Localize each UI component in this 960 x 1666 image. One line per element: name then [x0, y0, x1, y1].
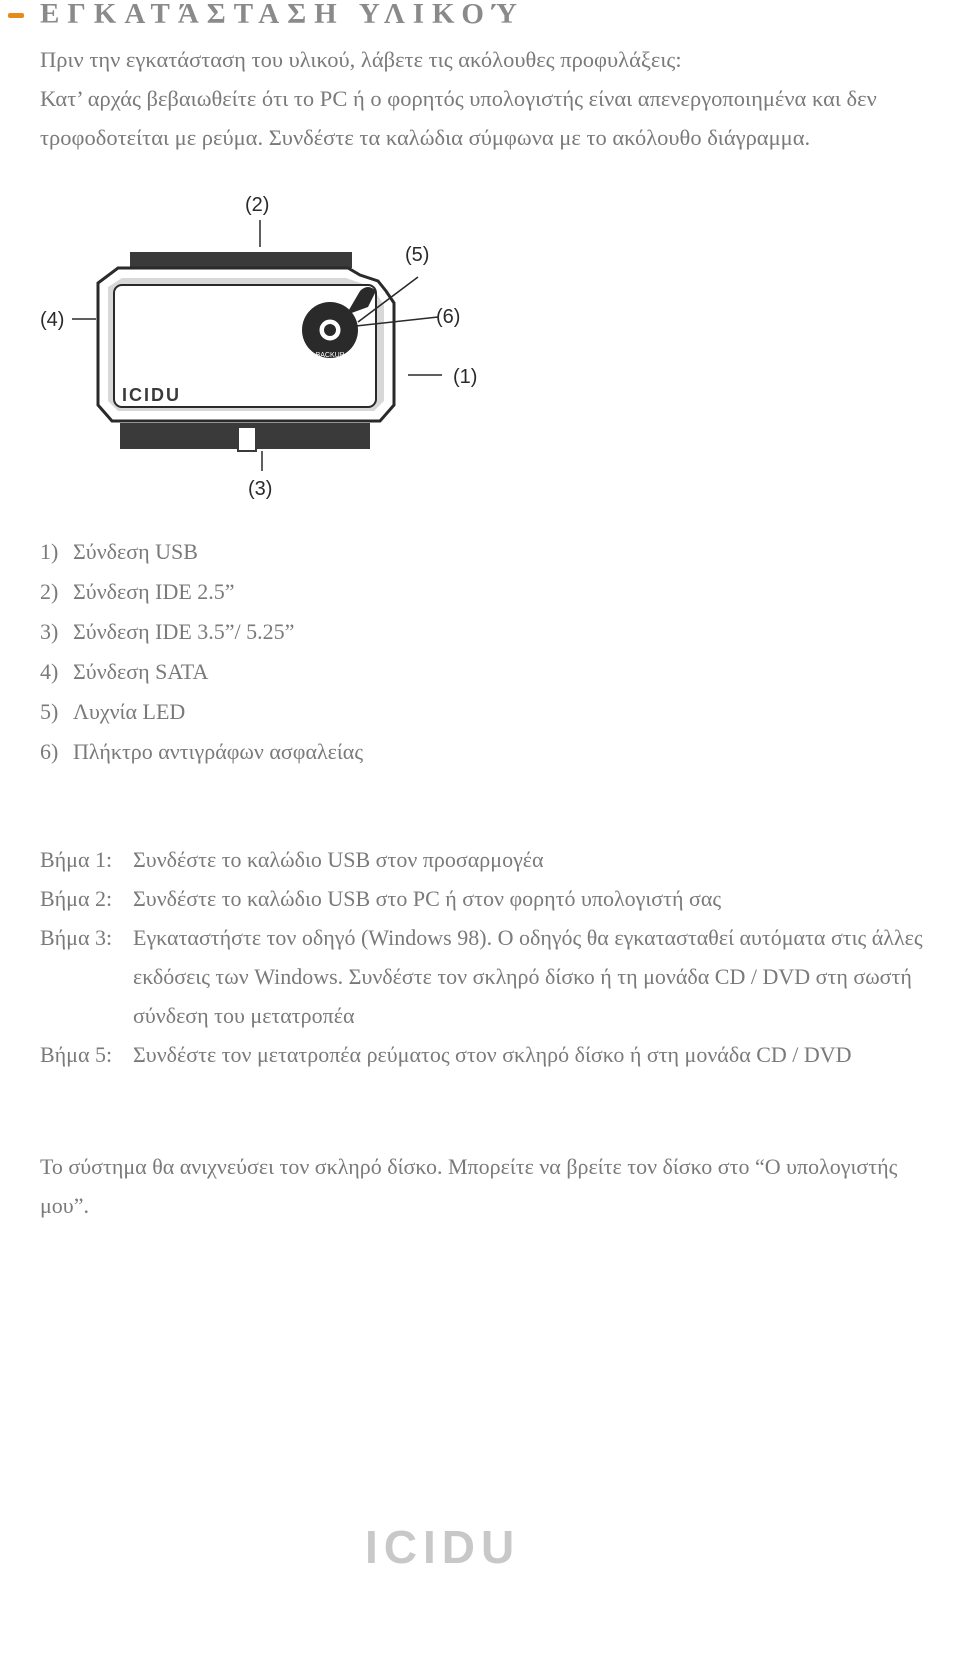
step-2: Βήμα 2: Συνδέστε το καλώδιο USB στο PC ή στον φορητό υπολογιστή σας [40, 886, 722, 911]
icidu-logo [365, 1525, 550, 1567]
intro-line-1: Πριν την εγκατάσταση του υλικού, λάβετε τις ακόλουθες προφυλάξεις: [40, 47, 682, 72]
component-legend [40, 532, 363, 772]
list-item: 4) Σύνδεση SATA [40, 659, 209, 684]
list-item: 6) Πλήκτρο αντιγράφων ασφαλείας [40, 739, 364, 764]
intro-line-2: Κατ’ αρχάς βεβαιωθείτε ότι το PC ή ο φορητός υπολογιστής είναι απενεργοποιημένα και δεν τροφοδοτείται με ρεύμα. Συνδέστε τα καλώδια σύμφωνα με το ακόλουθο διάγραμμα. [40, 86, 877, 150]
list-item: 3) Σύνδεση IDE 3.5”/ 5.25” [40, 619, 295, 644]
diagram-label-4: (4) [40, 309, 65, 331]
step-1: Βήμα 1: Συνδέστε το καλώδιο USB στον προσαρμογέα [40, 847, 544, 872]
install-steps [40, 840, 940, 1074]
outro-text: Το σύστημα θα ανιχνεύσει τον σκληρό δίσκο. Μπορείτε να βρείτε τον δίσκο στο “Ο υπολογιστής μου”. [40, 1154, 898, 1218]
backup-button-label: BACKUP [315, 352, 345, 359]
intro-text [40, 40, 940, 157]
list-item: 5) Λυχνία LED [40, 699, 186, 724]
footer-brand: ICIDU [365, 1525, 521, 1567]
page-title: ΕΓΚΑΤΆΣΤΑΣΗ ΥΛΙΚΟΎ [40, 0, 525, 30]
heading-accent-bar [8, 13, 24, 18]
device-brand: ICIDU [122, 385, 181, 405]
list-item: 2) Σύνδεση IDE 2.5” [40, 579, 235, 604]
step-5: Βήμα 5: Συνδέστε τον μετατροπέα ρεύματος στον σκληρό δίσκο ή στη μονάδα CD / DVD [40, 1042, 852, 1067]
ide-2-5-connector [130, 252, 352, 268]
adapter-diagram [30, 195, 510, 505]
diagram-label-2: (2) [245, 195, 270, 216]
step-3: Βήμα 3: Εγκαταστήστε τον οδηγό (Windows 98). Ο οδηγός θα εγκατασταθεί αυτόματα στις άλλες εκδόσεις των Windows. Συνδέστε τον σκληρό δίσκο ή τη μονάδα CD / DVD στη σωστή σύνδεση του μετατροπέα [40, 925, 923, 1028]
ide-key-notch [238, 427, 256, 451]
diagram-label-5: (5) [405, 244, 430, 266]
diagram-label-3: (3) [248, 478, 273, 500]
diagram-label-6: (6) [436, 306, 461, 328]
list-item: 1) Σύνδεση USB [40, 539, 198, 564]
diagram-label-1: (1) [453, 366, 478, 388]
